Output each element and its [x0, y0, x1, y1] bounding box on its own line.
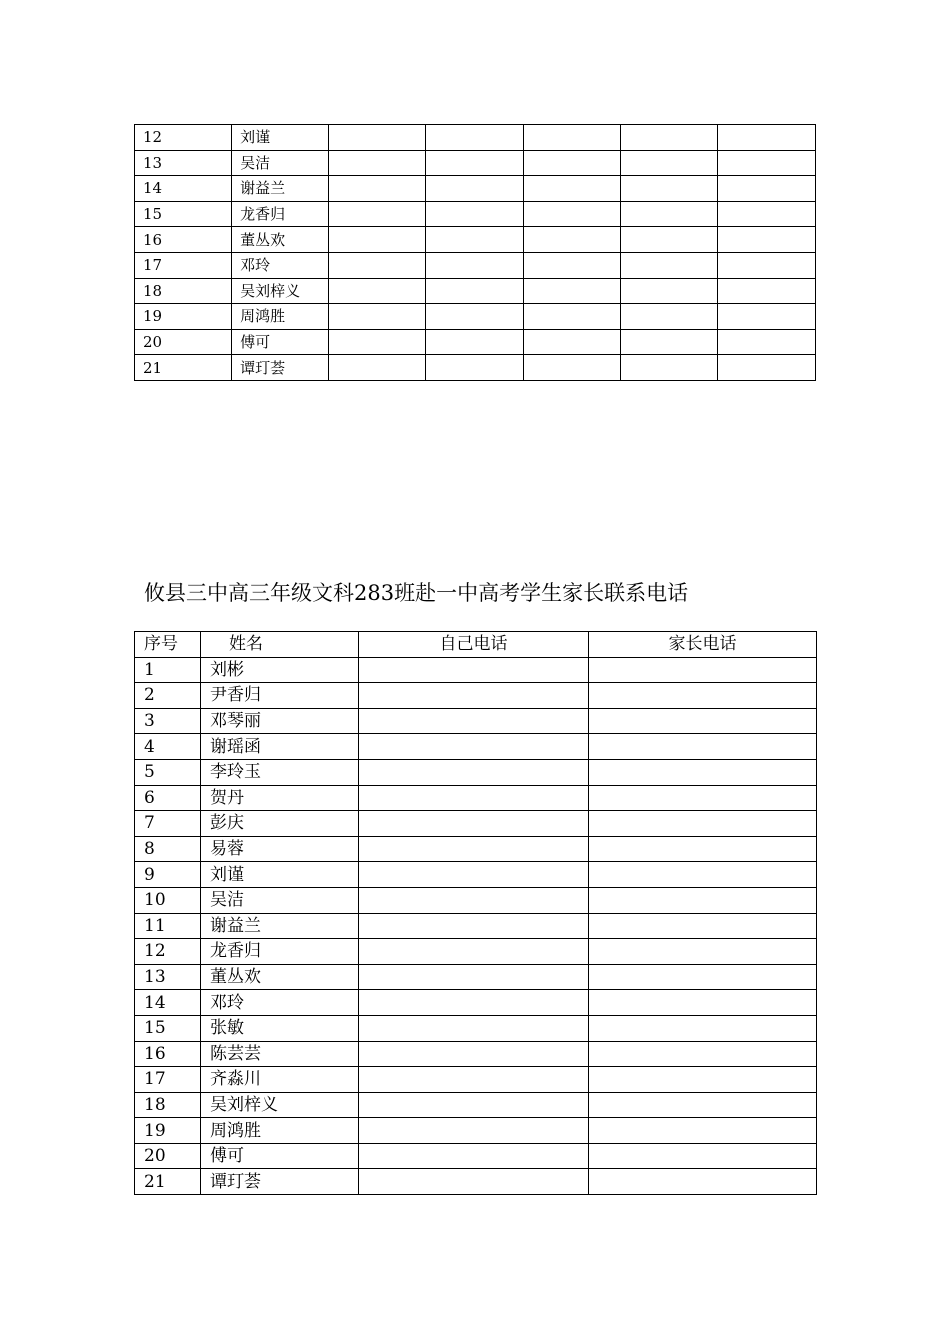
row-number-cell: 14: [135, 176, 232, 202]
top-student-table: [134, 124, 816, 381]
table-row: [135, 990, 817, 1016]
row-number-cell: 15: [135, 201, 232, 227]
table-row: [135, 683, 817, 709]
table-row: [135, 939, 817, 965]
own-phone-cell: [359, 759, 589, 785]
empty-cell: [620, 176, 717, 202]
student-name-cell: 贺丹: [201, 785, 359, 811]
header-row: [135, 632, 817, 658]
empty-cell: [523, 329, 620, 355]
table-row: [135, 759, 817, 785]
contact-table-body: [135, 632, 817, 1195]
row-number-cell: 4: [135, 734, 201, 760]
own-phone-cell: [359, 1015, 589, 1041]
own-phone-cell: [359, 811, 589, 837]
empty-cell: [426, 227, 523, 253]
student-name-cell: 谢益兰: [232, 176, 329, 202]
parent-phone-cell: [589, 683, 817, 709]
empty-cell: [426, 304, 523, 330]
table-row: [135, 304, 816, 330]
header-cell-no: 序号: [135, 632, 201, 658]
parent-phone-cell: [589, 708, 817, 734]
row-number-cell: 12: [135, 125, 232, 151]
empty-cell: [717, 227, 815, 253]
row-number-cell: 20: [135, 1143, 201, 1169]
table-row: [135, 278, 816, 304]
student-name-cell: 龙香归: [201, 939, 359, 965]
empty-cell: [523, 176, 620, 202]
parent-phone-cell: [589, 1118, 817, 1144]
table-row: [135, 734, 817, 760]
row-number-cell: 17: [135, 252, 232, 278]
table-row: [135, 862, 817, 888]
student-name-cell: 周鸿胜: [201, 1118, 359, 1144]
row-number-cell: 18: [135, 1092, 201, 1118]
row-number-cell: 12: [135, 939, 201, 965]
empty-cell: [329, 150, 426, 176]
table-row: [135, 176, 816, 202]
student-name-cell: 龙香归: [232, 201, 329, 227]
own-phone-cell: [359, 1067, 589, 1093]
top-table-body: [135, 125, 816, 381]
parent-phone-cell: [589, 811, 817, 837]
table-row: [135, 1067, 817, 1093]
student-name-cell: 傅可: [232, 329, 329, 355]
empty-cell: [426, 201, 523, 227]
own-phone-cell: [359, 836, 589, 862]
parent-phone-cell: [589, 1092, 817, 1118]
empty-cell: [523, 355, 620, 381]
row-number-cell: 16: [135, 1041, 201, 1067]
row-number-cell: 16: [135, 227, 232, 253]
table-row: [135, 1118, 817, 1144]
student-name-cell: 尹香归: [201, 683, 359, 709]
empty-cell: [329, 176, 426, 202]
empty-cell: [620, 150, 717, 176]
parent-phone-cell: [589, 887, 817, 913]
empty-cell: [717, 201, 815, 227]
parent-phone-cell: [589, 836, 817, 862]
student-name-cell: 刘彬: [201, 657, 359, 683]
student-name-cell: 邓玲: [232, 252, 329, 278]
student-name-cell: 邓玲: [201, 990, 359, 1016]
student-name-cell: 傅可: [201, 1143, 359, 1169]
table-row: [135, 125, 816, 151]
parent-phone-cell: [589, 785, 817, 811]
table-row: [135, 785, 817, 811]
row-number-cell: 19: [135, 1118, 201, 1144]
table-row: [135, 1041, 817, 1067]
row-number-cell: 8: [135, 836, 201, 862]
row-number-cell: 19: [135, 304, 232, 330]
parent-phone-cell: [589, 1067, 817, 1093]
table-row: [135, 964, 817, 990]
row-number-cell: 13: [135, 150, 232, 176]
student-name-cell: 谢益兰: [201, 913, 359, 939]
empty-cell: [329, 252, 426, 278]
row-number-cell: 21: [135, 1169, 201, 1195]
empty-cell: [620, 278, 717, 304]
empty-cell: [329, 355, 426, 381]
student-name-cell: 邓琴丽: [201, 708, 359, 734]
student-name-cell: 吴刘梓义: [232, 278, 329, 304]
row-number-cell: 20: [135, 329, 232, 355]
student-name-cell: 吴刘梓义: [201, 1092, 359, 1118]
empty-cell: [523, 227, 620, 253]
table-row: [135, 708, 817, 734]
row-number-cell: 13: [135, 964, 201, 990]
empty-cell: [620, 355, 717, 381]
student-name-cell: 齐淼川: [201, 1067, 359, 1093]
empty-cell: [523, 252, 620, 278]
empty-cell: [717, 329, 815, 355]
table-row: [135, 836, 817, 862]
parent-phone-cell: [589, 657, 817, 683]
own-phone-cell: [359, 1118, 589, 1144]
empty-cell: [523, 125, 620, 151]
table-row: [135, 913, 817, 939]
parent-phone-cell: [589, 964, 817, 990]
table-row: [135, 1143, 817, 1169]
empty-cell: [426, 150, 523, 176]
student-name-cell: 陈芸芸: [201, 1041, 359, 1067]
student-name-cell: 董丛欢: [232, 227, 329, 253]
empty-cell: [620, 329, 717, 355]
empty-cell: [523, 304, 620, 330]
empty-cell: [717, 304, 815, 330]
own-phone-cell: [359, 734, 589, 760]
empty-cell: [329, 278, 426, 304]
empty-cell: [717, 252, 815, 278]
table-row: [135, 1169, 817, 1195]
own-phone-cell: [359, 1143, 589, 1169]
empty-cell: [329, 329, 426, 355]
own-phone-cell: [359, 990, 589, 1016]
row-number-cell: 21: [135, 355, 232, 381]
student-name-cell: 吴洁: [232, 150, 329, 176]
student-name-cell: 谭玎荟: [232, 355, 329, 381]
own-phone-cell: [359, 939, 589, 965]
row-number-cell: 15: [135, 1015, 201, 1041]
document-title: 攸县三中高三年级文科283班赴一中高考学生家长联系电话: [144, 581, 689, 605]
parent-phone-cell: [589, 862, 817, 888]
row-number-cell: 5: [135, 759, 201, 785]
empty-cell: [426, 278, 523, 304]
empty-cell: [717, 125, 815, 151]
parent-phone-cell: [589, 939, 817, 965]
own-phone-cell: [359, 708, 589, 734]
empty-cell: [717, 355, 815, 381]
empty-cell: [620, 252, 717, 278]
table-row: [135, 252, 816, 278]
header-cell-parent-phone: 家长电话: [589, 632, 817, 658]
empty-cell: [329, 227, 426, 253]
own-phone-cell: [359, 683, 589, 709]
row-number-cell: 10: [135, 887, 201, 913]
row-number-cell: 14: [135, 990, 201, 1016]
row-number-cell: 6: [135, 785, 201, 811]
empty-cell: [426, 329, 523, 355]
student-name-cell: 易蓉: [201, 836, 359, 862]
empty-cell: [523, 278, 620, 304]
table-row: [135, 1015, 817, 1041]
table-row: [135, 227, 816, 253]
row-number-cell: 1: [135, 657, 201, 683]
contact-phone-table: [134, 631, 817, 1195]
row-number-cell: 17: [135, 1067, 201, 1093]
row-number-cell: 11: [135, 913, 201, 939]
header-cell-name: 姓名: [201, 632, 359, 658]
empty-cell: [426, 355, 523, 381]
own-phone-cell: [359, 1169, 589, 1195]
own-phone-cell: [359, 887, 589, 913]
table-row: [135, 657, 817, 683]
empty-cell: [620, 227, 717, 253]
own-phone-cell: [359, 862, 589, 888]
row-number-cell: 7: [135, 811, 201, 837]
empty-cell: [426, 176, 523, 202]
table-row: [135, 150, 816, 176]
table-row: [135, 201, 816, 227]
parent-phone-cell: [589, 1143, 817, 1169]
table-row: [135, 887, 817, 913]
own-phone-cell: [359, 1092, 589, 1118]
table-row: [135, 1092, 817, 1118]
table-row: [135, 355, 816, 381]
student-name-cell: 刘谨: [201, 862, 359, 888]
empty-cell: [329, 304, 426, 330]
empty-cell: [329, 125, 426, 151]
empty-cell: [620, 201, 717, 227]
student-name-cell: 谭玎荟: [201, 1169, 359, 1195]
own-phone-cell: [359, 657, 589, 683]
parent-phone-cell: [589, 913, 817, 939]
parent-phone-cell: [589, 759, 817, 785]
own-phone-cell: [359, 964, 589, 990]
row-number-cell: 9: [135, 862, 201, 888]
student-name-cell: 张敏: [201, 1015, 359, 1041]
empty-cell: [523, 150, 620, 176]
table-row: [135, 811, 817, 837]
student-name-cell: 李玲玉: [201, 759, 359, 785]
student-name-cell: 周鸿胜: [232, 304, 329, 330]
own-phone-cell: [359, 913, 589, 939]
student-name-cell: 董丛欢: [201, 964, 359, 990]
empty-cell: [426, 252, 523, 278]
own-phone-cell: [359, 785, 589, 811]
student-name-cell: 彭庆: [201, 811, 359, 837]
row-number-cell: 3: [135, 708, 201, 734]
empty-cell: [426, 125, 523, 151]
parent-phone-cell: [589, 1169, 817, 1195]
empty-cell: [329, 201, 426, 227]
student-name-cell: 谢瑶函: [201, 734, 359, 760]
parent-phone-cell: [589, 990, 817, 1016]
empty-cell: [523, 201, 620, 227]
own-phone-cell: [359, 1041, 589, 1067]
student-name-cell: 吴洁: [201, 887, 359, 913]
empty-cell: [717, 176, 815, 202]
empty-cell: [717, 278, 815, 304]
row-number-cell: 18: [135, 278, 232, 304]
student-name-cell: 刘谨: [232, 125, 329, 151]
empty-cell: [717, 150, 815, 176]
empty-cell: [620, 304, 717, 330]
empty-cell: [620, 125, 717, 151]
parent-phone-cell: [589, 1041, 817, 1067]
parent-phone-cell: [589, 1015, 817, 1041]
row-number-cell: 2: [135, 683, 201, 709]
header-cell-own-phone: 自己电话: [359, 632, 589, 658]
parent-phone-cell: [589, 734, 817, 760]
table-row: [135, 329, 816, 355]
